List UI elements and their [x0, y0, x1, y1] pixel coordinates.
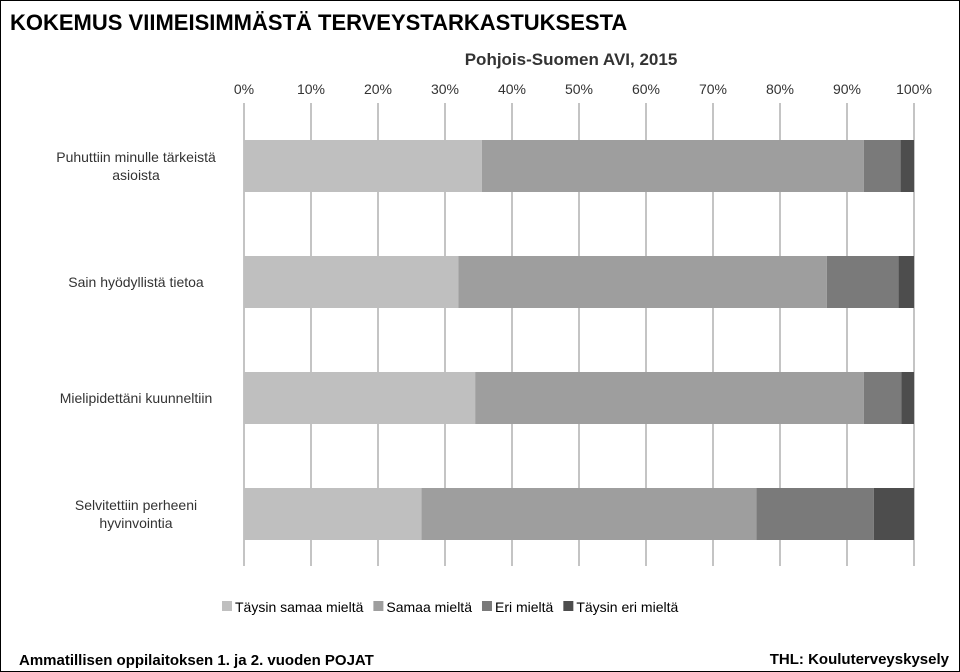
legend-swatch-0: [222, 601, 232, 611]
bar-segment-2-3: [901, 372, 914, 424]
footer-right-text: THL: Kouluterveyskysely: [769, 651, 949, 668]
bar-segment-2-0: [244, 372, 475, 424]
legend: [222, 599, 678, 615]
legend-label-1: Samaa mieltä: [386, 599, 472, 615]
chart-title: KOKEMUS VIIMEISIMMÄSTÄ TERVEYSTARKASTUKSESTA: [10, 10, 628, 35]
legend-label-2: Eri mieltä: [494, 599, 554, 615]
category-label-1-line-0: Sain hyödyllistä tietoa: [68, 274, 204, 290]
x-tick-label-20: 20%: [363, 81, 393, 97]
legend-swatch-2: [482, 601, 492, 611]
x-axis-tick-labels: [234, 81, 932, 97]
bar-segment-3-0: [244, 488, 422, 540]
legend-swatch-1: [373, 601, 383, 611]
chart-subtitle: Pohjois-Suomen AVI, 2015: [464, 50, 678, 69]
bar-segment-3-3: [874, 488, 914, 540]
category-label-0-line-1: asioista: [112, 167, 160, 183]
x-tick-label-50: 50%: [564, 81, 594, 97]
bar-segment-2-1: [475, 372, 864, 424]
bar-segment-1-3: [899, 256, 914, 308]
legend-swatch-3: [563, 601, 573, 611]
category-label-2-line-0: Mielipidettäni kuunneltiin: [59, 390, 213, 406]
x-tick-label-30: 30%: [430, 81, 460, 97]
legend-label-3: Täysin eri mieltä: [576, 599, 679, 615]
category-label-3-line-1: hyvinvointia: [99, 515, 173, 531]
bar-segment-0-1: [482, 140, 864, 192]
footer-left-text: Ammatillisen oppilaitoksen 1. ja 2. vuoden POJAT: [19, 652, 374, 669]
category-label-0-line-0: Puhuttiin minulle tärkeistä: [56, 149, 216, 165]
bar-segment-1-0: [244, 256, 458, 308]
legend-label-0: Täysin samaa mieltä: [235, 599, 364, 615]
x-tick-label-40: 40%: [497, 81, 527, 97]
category-label-3-line-0: Selvitettiin perheeni: [74, 497, 198, 513]
x-tick-label-70: 70%: [698, 81, 728, 97]
x-tick-label-60: 60%: [631, 81, 661, 97]
bar-segment-1-2: [827, 256, 899, 308]
x-tick-label-90: 90%: [832, 81, 862, 97]
bar-segment-0-3: [901, 140, 914, 192]
bar-segment-2-2: [864, 372, 902, 424]
bar-segment-0-0: [244, 140, 482, 192]
bar-segment-3-2: [757, 488, 874, 540]
x-tick-label-80: 80%: [765, 81, 795, 97]
x-tick-label-10: 10%: [296, 81, 326, 97]
x-tick-label-100: 100%: [896, 81, 932, 97]
category-labels: [56, 149, 216, 531]
bar-segment-3-1: [422, 488, 757, 540]
bar-segment-0-2: [864, 140, 901, 192]
bar-segment-1-1: [458, 256, 827, 308]
x-tick-label-0: 0%: [233, 81, 255, 97]
